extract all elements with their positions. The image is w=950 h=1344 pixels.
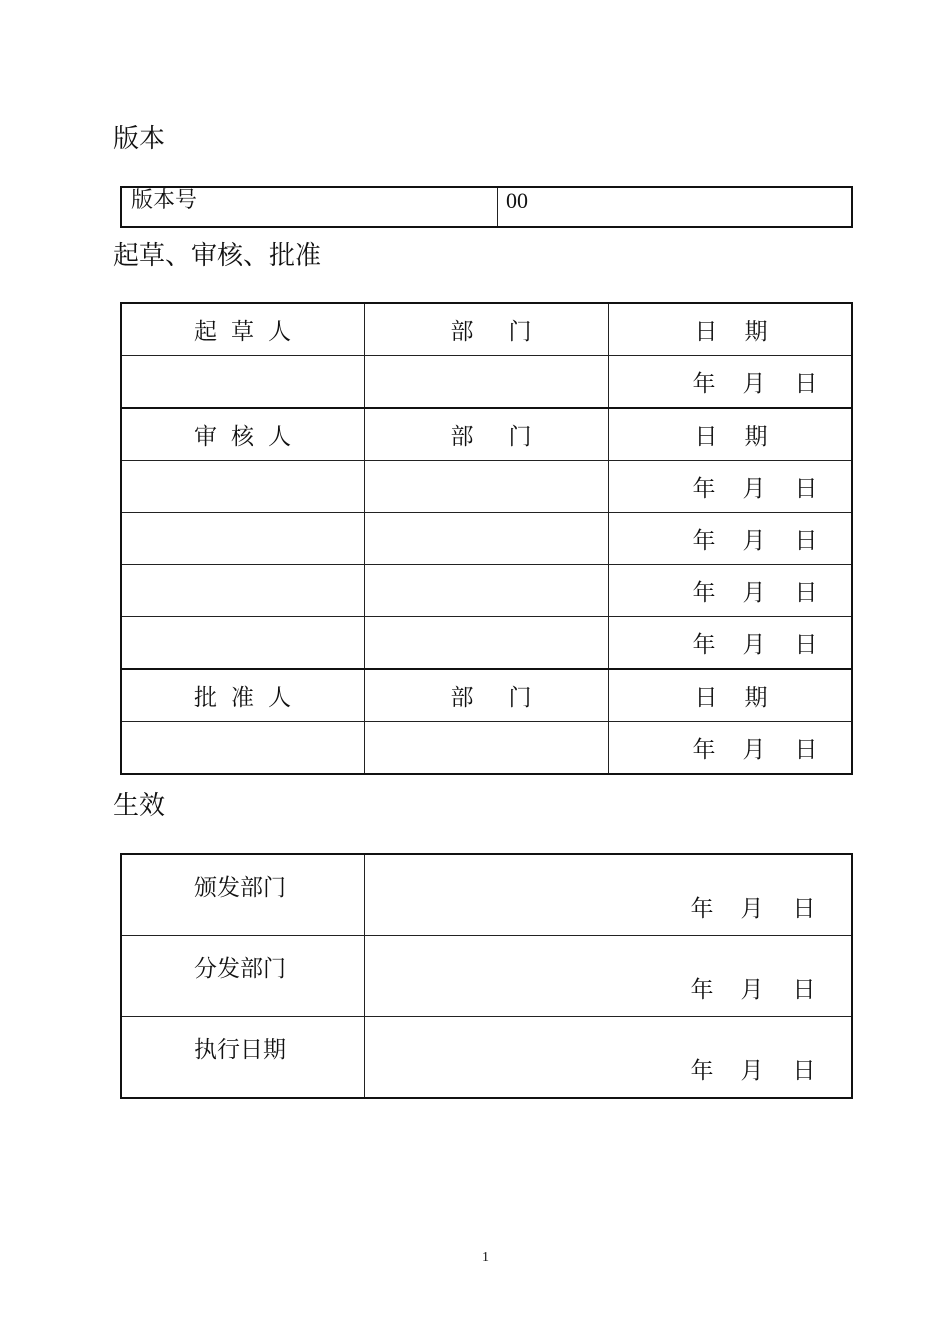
day-label: 日 [792,896,816,922]
header-char: 部 [450,424,474,450]
reviewer-name-cell[interactable] [121,513,364,565]
distribute-dept-label: 分发部门 [121,936,364,1017]
header-char: 部 [450,685,474,711]
reviewer-name-cell[interactable] [121,617,364,670]
day-label: 日 [792,977,816,1003]
header-char: 草 [231,319,254,345]
header-char: 审 [194,424,217,450]
reviewer-date-cell[interactable] [608,461,852,513]
version-label: 版本号 [121,187,498,227]
header-char: 门 [508,685,532,711]
header-char: 批 [194,685,217,711]
effective-row-distribute [121,936,852,1017]
approver-date-cell[interactable] [608,722,852,775]
month-label: 月 [742,476,766,502]
day-label: 日 [794,632,818,658]
header-char: 期 [744,424,768,450]
date-header [608,408,852,461]
section-title-version: 版本 [113,124,166,154]
year-label: 年 [692,528,716,554]
dept-header [364,303,608,356]
month-label: 月 [740,896,764,922]
reviewer-header-row [121,408,852,461]
header-char: 日 [694,424,718,450]
section-title-effective: 生效 [113,791,166,821]
reviewer-name-cell[interactable] [121,565,364,617]
header-char: 人 [268,319,291,345]
reviewer-row [121,461,852,513]
version-row [121,187,852,227]
day-label: 日 [794,371,818,397]
execute-date [691,1052,816,1085]
approval-table [120,302,853,775]
reviewer-header [121,408,364,461]
page-number: 1 [482,1250,489,1265]
header-char: 准 [231,685,254,711]
header-char: 起 [194,319,217,345]
reviewer-dept-cell[interactable] [364,461,608,513]
version-table [120,186,853,228]
approver-dept-cell[interactable] [364,722,608,775]
year-label: 年 [690,977,714,1003]
day-label: 日 [794,528,818,554]
month-label: 月 [742,737,766,763]
month-label: 月 [742,580,766,606]
effective-table [120,853,853,1099]
issue-date [691,890,816,923]
drafter-dept-cell[interactable] [364,356,608,409]
day-label: 日 [794,737,818,763]
year-label: 年 [692,632,716,658]
year-label: 年 [690,896,714,922]
header-char: 门 [508,424,532,450]
execute-date-cell[interactable] [364,1017,852,1099]
year-label: 年 [692,476,716,502]
approver-header [121,669,364,722]
reviewer-date-cell[interactable] [608,617,852,670]
reviewer-row [121,513,852,565]
reviewer-dept-cell[interactable] [364,513,608,565]
header-char: 门 [508,319,532,345]
header-char: 人 [268,424,291,450]
drafter-header-row [121,303,852,356]
dept-header [364,408,608,461]
year-label: 年 [692,371,716,397]
drafter-header [121,303,364,356]
year-label: 年 [690,1058,714,1084]
header-char: 期 [744,319,768,345]
day-label: 日 [792,1058,816,1084]
approver-header-row [121,669,852,722]
reviewer-row [121,565,852,617]
month-label: 月 [740,977,764,1003]
header-char: 部 [450,319,474,345]
execute-date-label: 执行日期 [121,1017,364,1099]
drafter-name-cell[interactable] [121,356,364,409]
drafter-row [121,356,852,409]
header-char: 期 [744,685,768,711]
distribute-date [691,971,816,1004]
dept-header [364,669,608,722]
day-label: 日 [794,476,818,502]
date-header [608,303,852,356]
header-char: 日 [694,319,718,345]
header-char: 人 [268,685,291,711]
year-label: 年 [692,580,716,606]
reviewer-date-cell[interactable] [608,513,852,565]
reviewer-row [121,617,852,670]
month-label: 月 [742,528,766,554]
day-label: 日 [794,580,818,606]
month-label: 月 [742,632,766,658]
effective-row-issue [121,854,852,936]
reviewer-name-cell[interactable] [121,461,364,513]
section-title-approval: 起草、审核、批准 [113,241,322,271]
year-label: 年 [692,737,716,763]
approver-name-cell[interactable] [121,722,364,775]
version-value: 00 [498,187,853,227]
distribute-dept-cell[interactable] [364,936,852,1017]
drafter-date-cell[interactable] [608,356,852,409]
month-label: 月 [740,1058,764,1084]
issue-dept-cell[interactable] [364,854,852,936]
month-label: 月 [742,371,766,397]
issue-dept-label: 颁发部门 [121,854,364,936]
header-char: 核 [231,424,254,450]
reviewer-dept-cell[interactable] [364,565,608,617]
reviewer-dept-cell[interactable] [364,617,608,670]
header-char: 日 [694,685,718,711]
effective-row-execute [121,1017,852,1099]
date-header [608,669,852,722]
approver-row [121,722,852,775]
reviewer-date-cell[interactable] [608,565,852,617]
